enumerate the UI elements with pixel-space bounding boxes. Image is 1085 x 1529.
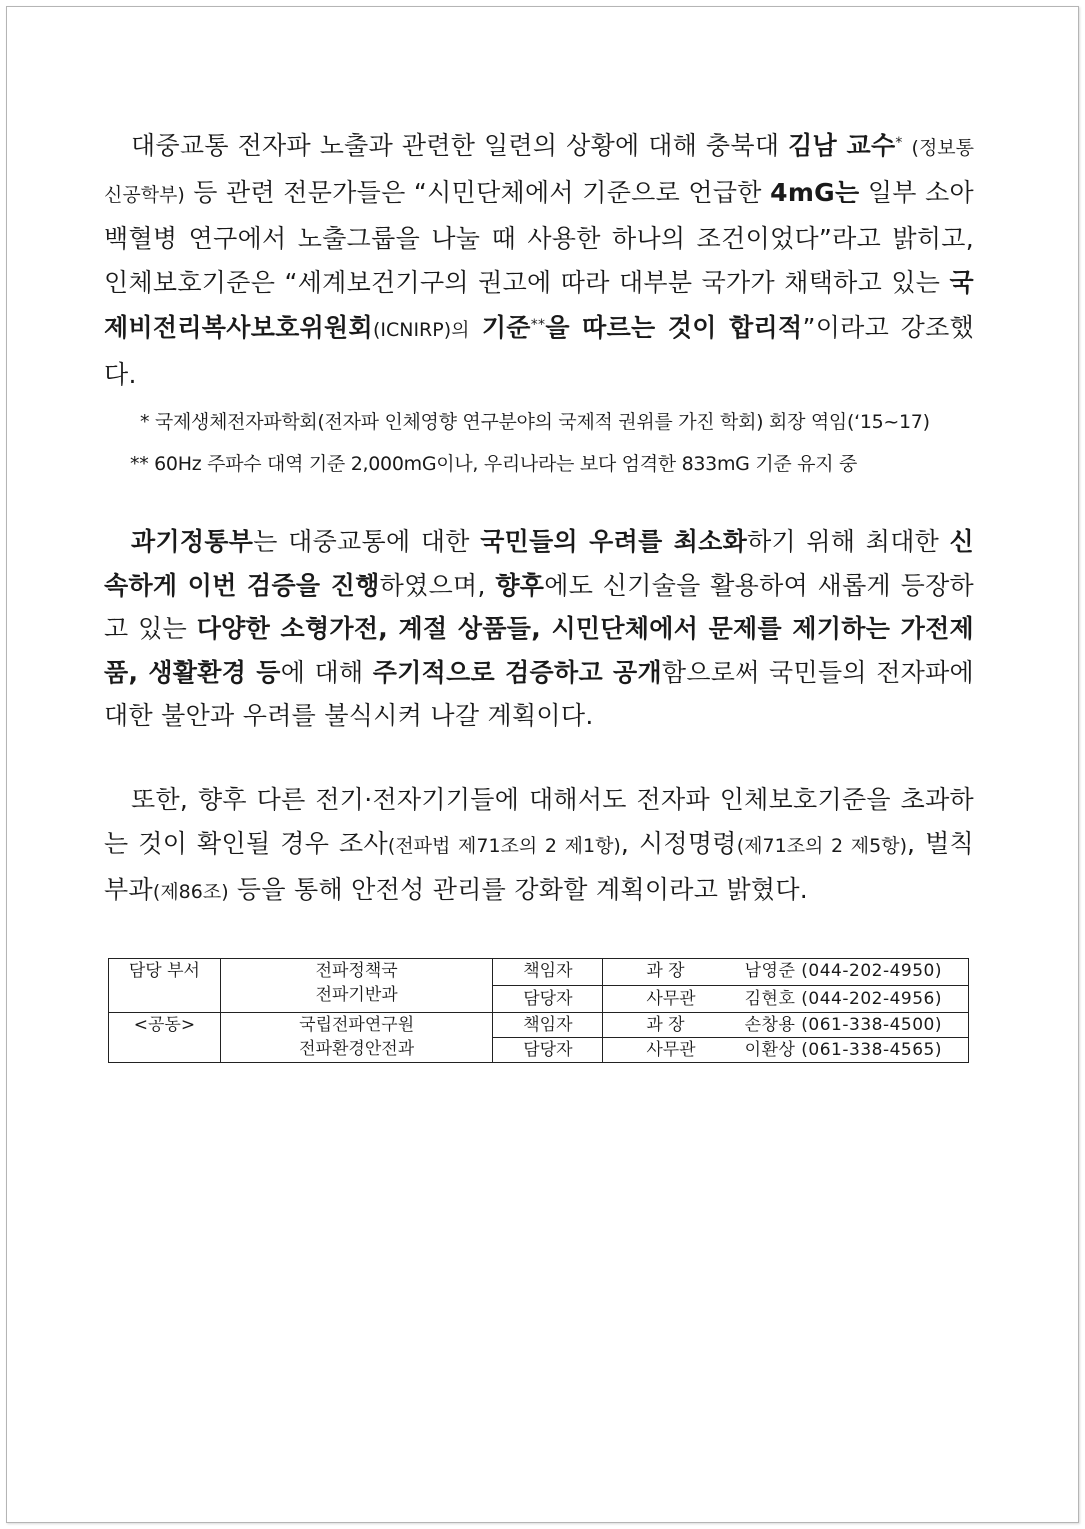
- paragraph-expert-opinion: 대중교통 전자파 노출과 관련한 일련의 상황에 대해 충북대 김남 교수* (정보통신공학부) 등 관련 전문가들은 “시민단체에서 기준으로 언급한 4mG는 일부 소아백혈병 연구에서 노출그룹을 나눌 때 사용한 하나의 조건이었다”라고 밝히고, 인체보호기준은 “세계보건기구의 권고에 따라 대부분 국가가 채택하고 있는 국제비전리복사보호위원회(ICNIRP)의 기준**을 따르는 것이 합리적”이라고 강조했다.: [104, 131, 975, 389]
- ministry-name: 과기정통부: [131, 527, 254, 556]
- contact-cell: 과 장 손창용 (061-338-4500): [603, 1013, 969, 1038]
- footnote-mark: *: [895, 135, 903, 151]
- contact-cell: 과 장 남영준 (044-202-4950): [603, 959, 969, 986]
- table-row: [109, 959, 969, 986]
- dept-cell: 국립전파연구원 전파환경안전과: [220, 1013, 493, 1063]
- footnote-1: * 국제생체전자파학회(전자파 인체영향 연구분야의 국제적 권위를 가진 학회) 회장 역임(‘15~17): [140, 411, 930, 433]
- professor-name: 김남 교수: [788, 131, 896, 160]
- dept-label-cell: 담당 부서: [109, 959, 221, 1013]
- role-cell: 담당자: [493, 986, 603, 1013]
- dept-cell: 전파정책국 전파기반과: [220, 959, 493, 1013]
- paragraph-ministry-plan: 과기정통부는 대중교통에 대한 국민들의 우려를 최소화하기 위해 최대한 신속하게 이번 검증을 진행하였으며, 향후에도 신기술을 활용하여 새롭게 등장하고 있는 다양한 소형가전, 계절 상품들, 시민단체에서 문제를 제기하는 가전제품, 생활환경 등에 대해 주기적으로 검증하고 공개함으로써 국민들의 전자파에 대한 불안과 우려를 불식시켜 나갈 계획이다.: [104, 527, 974, 730]
- contact-table: [108, 958, 969, 1063]
- role-cell: 책임자: [493, 959, 603, 986]
- dept-label-cell: <공동>: [109, 1013, 221, 1063]
- table-row: [109, 1013, 969, 1038]
- role-cell: 담당자: [493, 1038, 603, 1063]
- contact-cell: 사무관 이환상 (061-338-4565): [603, 1038, 969, 1063]
- icnirp-name: 국제비전리복사보호위원회: [104, 267, 974, 342]
- contact-cell: 사무관 김현호 (044-202-4956): [603, 986, 969, 1013]
- footnote-mark: **: [530, 317, 546, 333]
- footnote-2: ** 60Hz 주파수 대역 기준 2,000mG이나, 우리나라는 보다 엄격한 833mG 기준 유지 중: [130, 453, 858, 475]
- role-cell: 책임자: [493, 1013, 603, 1038]
- paragraph-enforcement: 또한, 향후 다른 전기·전자기기들에 대해서도 전자파 인체보호기준을 초과하는 것이 확인될 경우 조사(전파법 제71조의 2 제1항), 시정명령(제71조의 2 제5항), 벌칙 부과(제86조) 등을 통해 안전성 관리를 강화할 계획이라고 밝혔다.: [104, 785, 974, 904]
